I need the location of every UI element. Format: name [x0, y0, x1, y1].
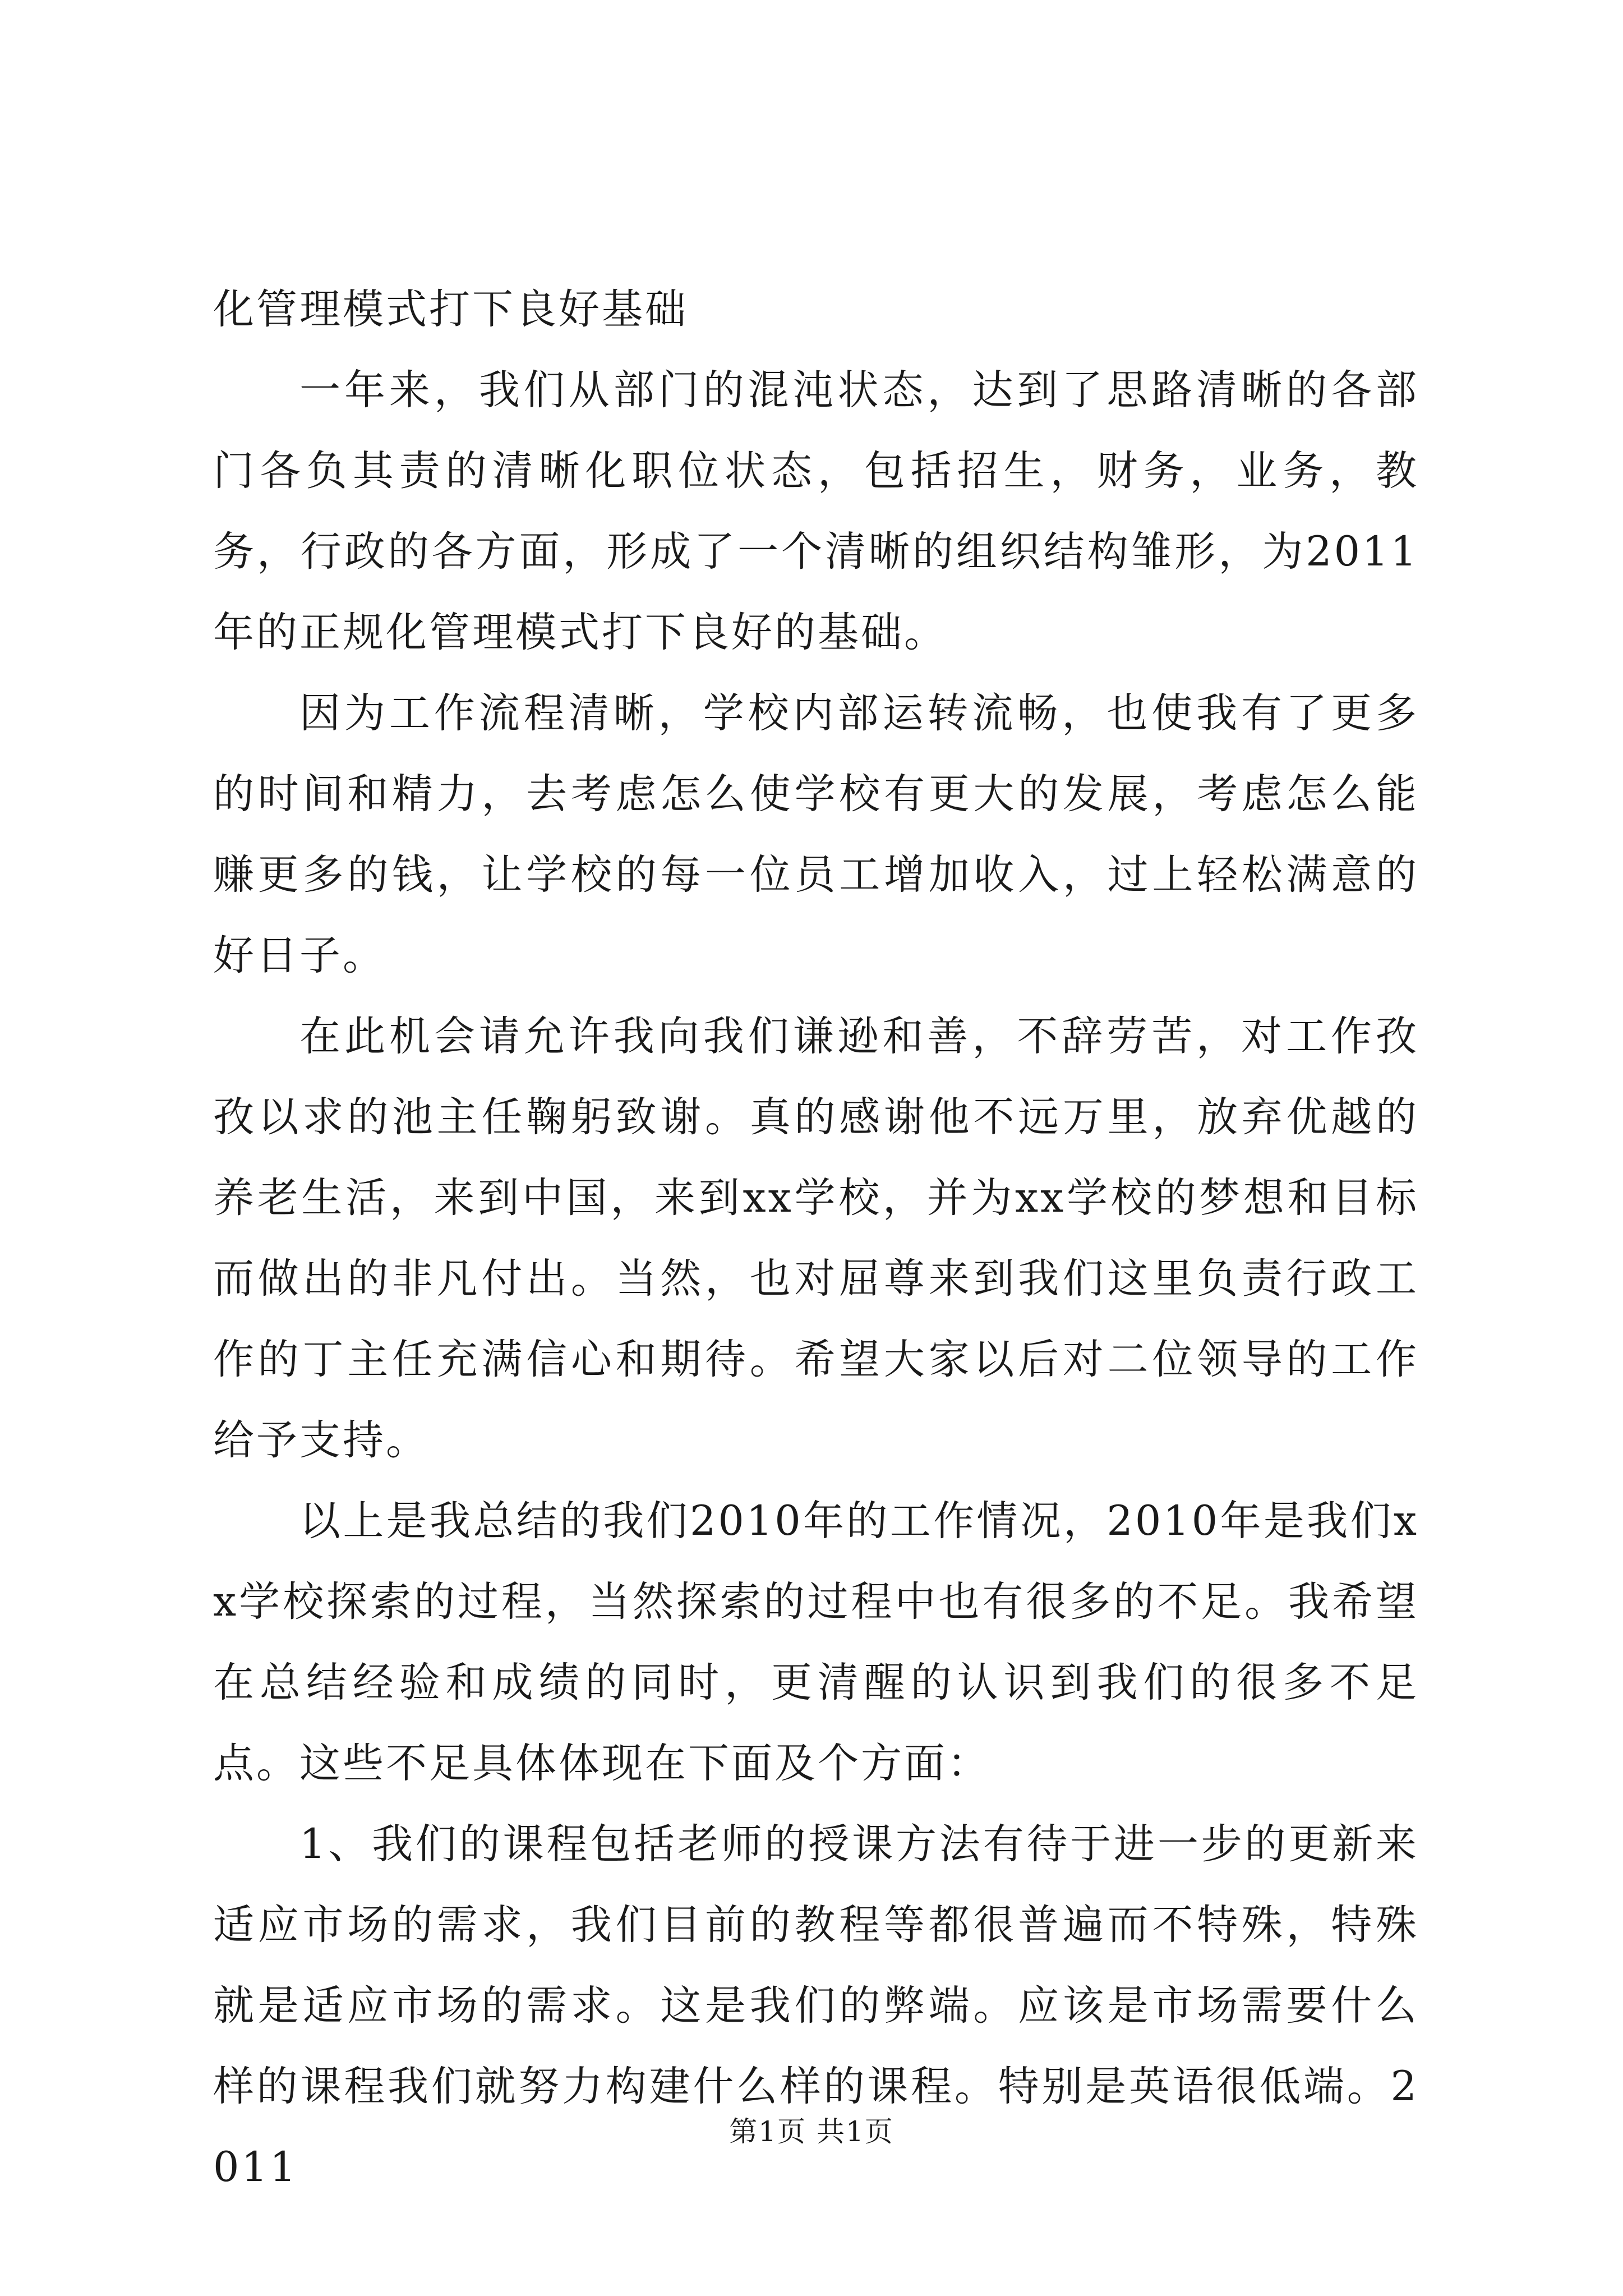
paragraph-3: 因为工作流程清晰，学校内部运转流畅，也使我有了更多的时间和精力，去考虑怎么使学校有更大的发展，考虑怎么能赚更多的钱，让学校的每一位员工增加收入，过上轻松满意的好日子。	[213, 689, 1419, 979]
paragraph-4: 在此机会请允许我向我们谦逊和善，不辞劳苦，对工作孜孜以求的池主任鞠躬致谢。真的感谢他不远万里，放弃优越的养老生活，来到中国，来到xx学校，并为xx学校的梦想和目标而做出的非凡付出。当然，也对屈尊来到我们这里负责行政工作的丁主任充满信心和期待。希望大家以后对二位领导的工作给予支持。	[213, 1013, 1419, 1464]
paragraph-1: 化管理模式打下良好基础	[213, 286, 688, 333]
paragraph-2: 一年来，我们从部门的混沌状态，达到了思路清晰的各部门各负其责的清晰化职位状态，包括招生，财务，业务，教务，行政的各方面，形成了一个清晰的组织结构雏形，为2011年的正规化管理模式打下良好的基础。	[213, 366, 1419, 656]
paragraph-6: 1、我们的课程包括老师的授课方法有待于进一步的更新来适应市场的需求，我们目前的教程等都很普遍而不特殊，特殊就是适应市场的需求。这是我们的弊端。应该是市场需要什么样的课程我们就努力构建什么样的课程。特别是英语很低端。2011	[213, 1820, 1419, 2191]
paragraph-5: 以上是我总结的我们2010年的工作情况，2010年是我们xx学校探索的过程，当然探索的过程中也有很多的不足。我希望在总结经验和成绩的同时，更清醒的认识到我们的很多不足点。这些不足具体体现在下面及个方面：	[213, 1497, 1419, 1787]
document-body	[213, 269, 1419, 2208]
page-footer: 第1页 共1页	[729, 2115, 894, 2148]
